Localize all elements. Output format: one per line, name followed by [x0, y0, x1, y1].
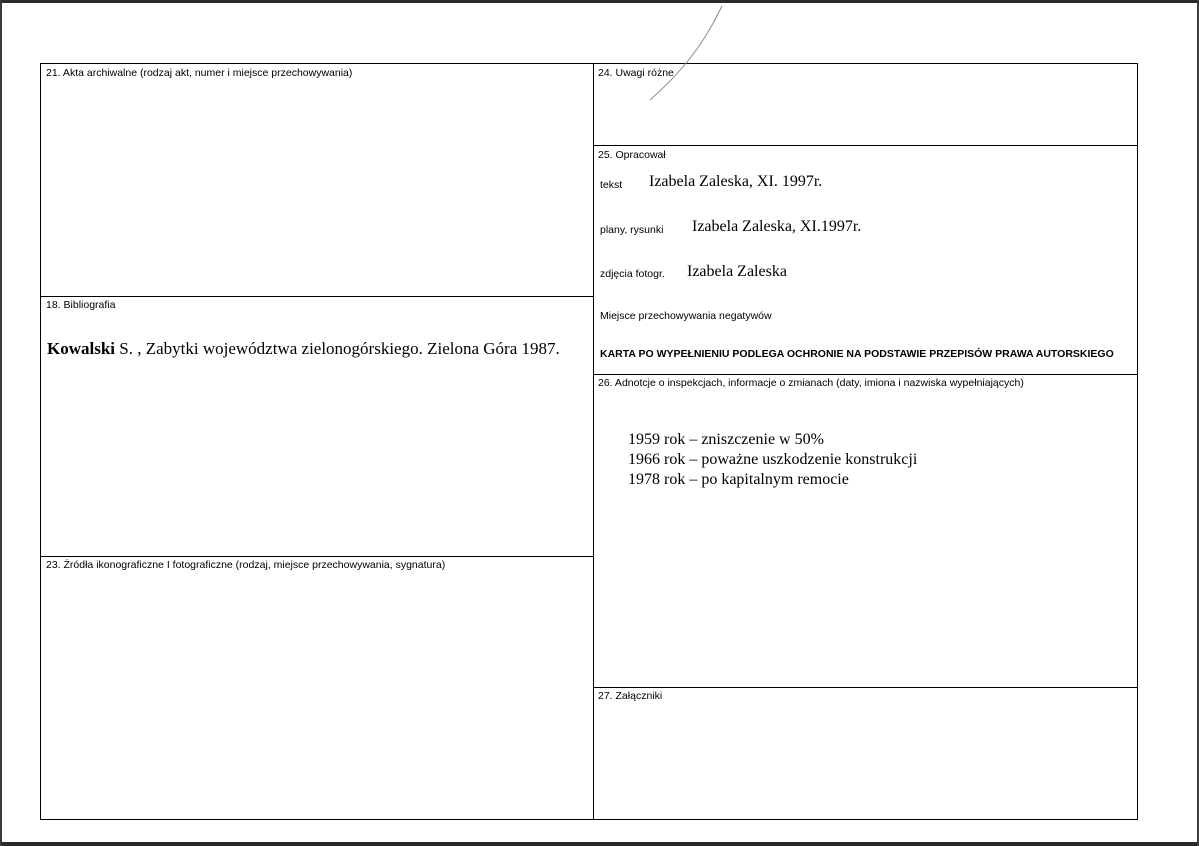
- event-item: 1978 rok – po kapitalnym remocie: [628, 471, 849, 488]
- divider-akta-bibliografia: [40, 296, 593, 297]
- scan-edge-top: [0, 0, 1199, 3]
- scan-edge-bottom: [0, 842, 1199, 846]
- divider-opracowal-adnotacje: [593, 374, 1138, 375]
- uwagi-label: 24. Uwagi różne: [598, 67, 674, 79]
- plany-value: Izabela Zaleska, XI.1997r.: [692, 218, 862, 235]
- divider-uwagi-opracowal: [593, 145, 1138, 146]
- tekst-label: tekst: [600, 179, 623, 191]
- plany-label: plany, rysunki: [600, 224, 664, 236]
- zalaczniki-label: 27. Załączniki: [598, 690, 663, 702]
- bibliografia-author: Kowalski: [47, 339, 116, 358]
- column-divider: [593, 63, 594, 820]
- scan-edge-left: [0, 0, 2, 846]
- divider-adnotacje-zalaczniki: [593, 687, 1138, 688]
- miejsce-negatywow-label: Miejsce przechowywania negatywów: [600, 310, 772, 322]
- akta-label: 21. Akta archiwalne (rodzaj akt, numer i miejsce przechowywania): [46, 67, 353, 79]
- event-item: 1959 rok – zniszczenie w 50%: [628, 431, 824, 448]
- form-frame: [40, 63, 1138, 820]
- divider-bibliografia-zrodla: [40, 556, 593, 557]
- zdjecia-label: zdjęcia fotogr.: [600, 268, 665, 280]
- opracowal-label: 25. Opracował: [598, 149, 666, 161]
- adnotacje-events: [628, 430, 917, 490]
- bibliografia-label: 18. Bibliografia: [46, 299, 116, 311]
- copyright-note: KARTA PO WYPEŁNIENIU PODLEGA OCHRONIE NA PODSTAWIE PRZEPISÓW PRAWA AUTORSKIEGO: [600, 348, 1114, 360]
- adnotacje-label: 26. Adnotcje o inspekcjach, informacje o zmianach (daty, imiona i nazwiska wypełniających): [598, 377, 1024, 389]
- bibliografia-title: S. , Zabytki województwa zielonogórskiego. Zielona Góra 1987.: [119, 339, 560, 358]
- event-item: 1966 rok – poważne uszkodzenie konstrukcji: [628, 451, 918, 468]
- tekst-value: Izabela Zaleska, XI. 1997r.: [649, 173, 823, 190]
- zrodla-label: 23. Źródła ikonograficzne I fotograficzne (rodzaj, miejsce przechowywania, sygnatura): [46, 559, 446, 571]
- pen-stroke-mark: [640, 0, 730, 110]
- bibliografia-entry: [47, 339, 560, 359]
- zdjecia-value: Izabela Zaleska: [687, 263, 787, 280]
